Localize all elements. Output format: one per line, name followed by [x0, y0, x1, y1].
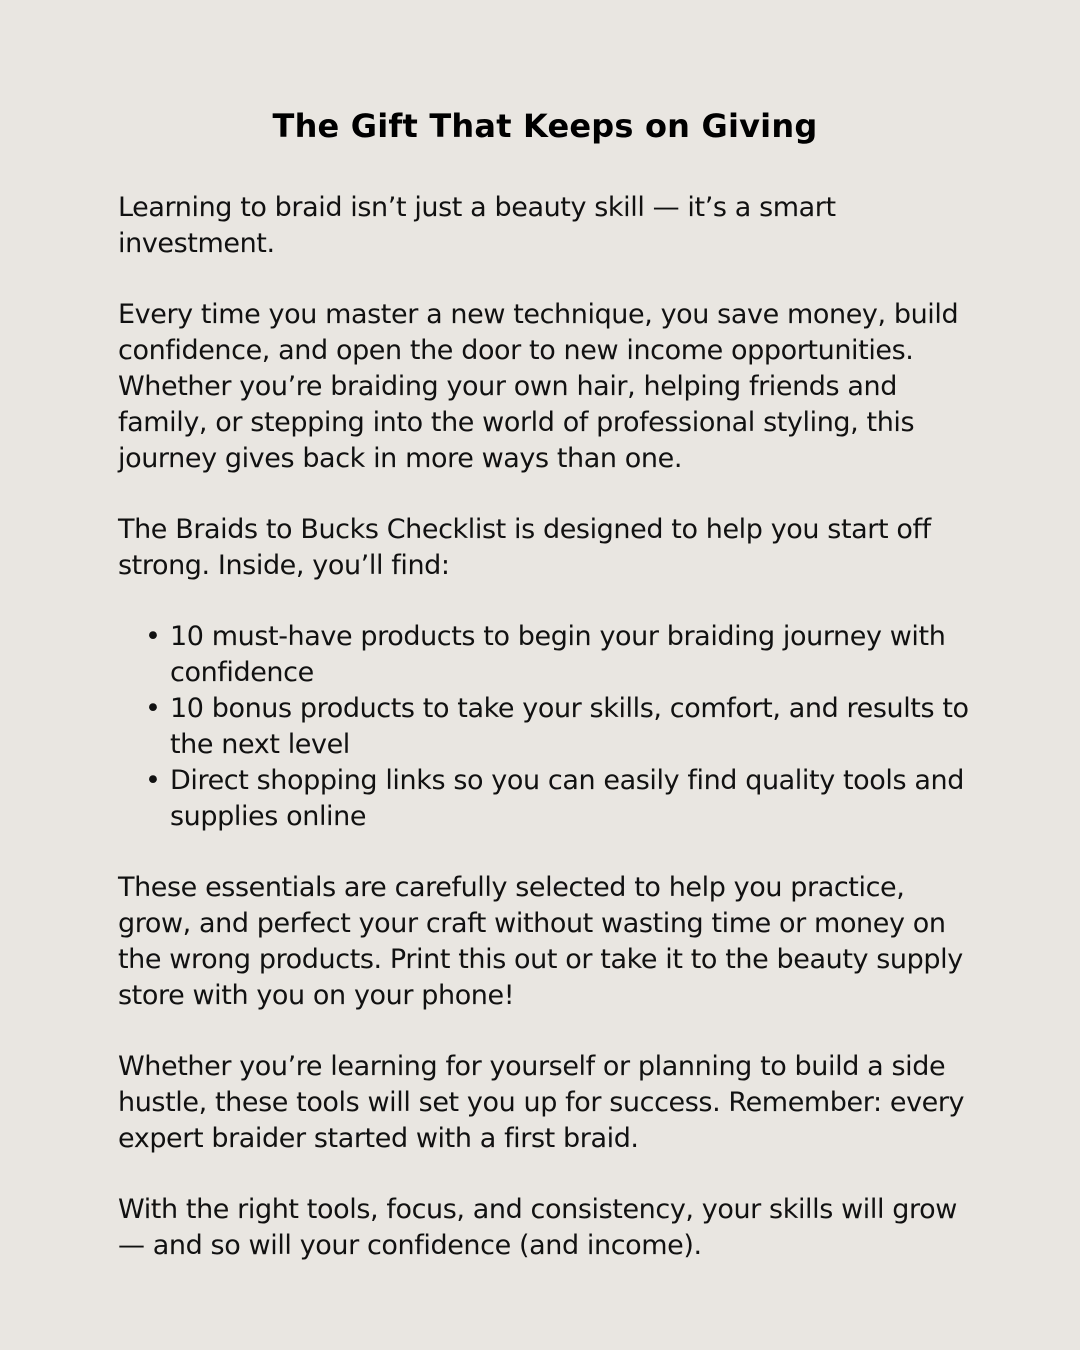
closing-paragraph: With the right tools, focus, and consistency, your skills will grow — and so will your confidence (and income).: [118, 1194, 957, 1261]
bullet-icon: •: [145, 765, 161, 796]
checklist-intro-paragraph: The Braids to Bucks Checklist is designed to help you start off strong. Inside, you’ll find:: [118, 514, 931, 581]
bullet-icon: •: [145, 693, 161, 724]
bullet-icon: •: [145, 621, 161, 652]
intro-paragraph: Learning to braid isn’t just a beauty skill — it’s a smart investment.: [118, 192, 836, 259]
checklist-contents-list: [118, 619, 972, 835]
list-item: [145, 763, 972, 835]
benefits-paragraph: Every time you master a new technique, you save money, build confidence, and open the door to new income opportunities. Whether you’re braiding your own hair, helping friends and family, or stepping into the world of professional styling, this journey gives back in more ways than one.: [118, 299, 959, 474]
list-item-text: 10 must-have products to begin your braiding journey with confidence: [170, 621, 946, 688]
side-hustle-paragraph: Whether you’re learning for yourself or planning to build a side hustle, these tools will set you up for success. Remember: every expert braider started with a first braid.: [118, 1051, 965, 1154]
list-item: [145, 619, 972, 691]
essentials-paragraph: These essentials are carefully selected to help you practice, grow, and perfect your craft without wasting time or money on the wrong products. Print this out or take it to the beauty supply store with you on your phone!: [118, 872, 963, 1011]
list-item-text: Direct shopping links so you can easily find quality tools and supplies online: [170, 765, 964, 832]
list-item-text: 10 bonus products to take your skills, comfort, and results to the next level: [170, 693, 969, 760]
list-item: [145, 691, 972, 763]
page-title: The Gift That Keeps on Giving: [272, 107, 818, 145]
